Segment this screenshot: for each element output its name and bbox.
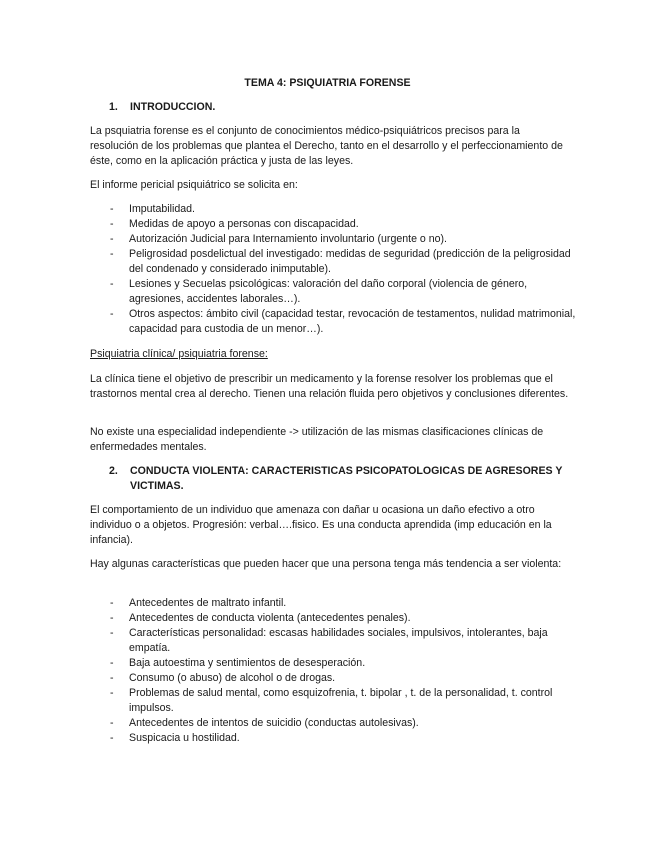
list-item: - Suspicacia u hostilidad.	[110, 732, 240, 744]
paragraph-caracteristicas-intro: Hay algunas características que pueden hacer que una persona tenga más tendencia a ser violenta:	[90, 558, 562, 570]
list-item: - Antecedentes de maltrato infantil.	[110, 597, 287, 609]
paragraph-clinica-forense: La clínica tiene el objetivo de prescribir un medicamento y la forense resolver los problemas que el trastornos mental crea al derecho. Tienen una relación fluida pero objetivos y conclusiones diferentes.	[90, 373, 569, 400]
list-item: - Peligrosidad posdelictual del investigado: medidas de seguridad (predicción de la peligrosidad del condenado y considerado inimputable).	[110, 248, 571, 275]
list-item: - Otros aspectos: ámbito civil (capacidad testar, revocación de testamentos, nulidad matrimonial, capacidad para custodia de un menor…).	[110, 308, 576, 335]
section-2-heading	[109, 464, 579, 494]
list-item: - Antecedentes de conducta violenta (antecedentes penales).	[110, 612, 411, 624]
paragraph-definition: La psquiatria forense es el conjunto de conocimientos médico-psiquiátricos precisos para la resolución de los problemas que plantea el Derecho, tanto en el desarrollo y el perfeccionamiento de éste, como en la aplicación práctica y justa de las leyes.	[90, 125, 563, 167]
caracteristicas-list	[90, 596, 580, 746]
list-item: - Autorización Judicial para Internamiento involuntario (urgente o no).	[110, 233, 447, 245]
list-item: - Características personalidad: escasas habilidades sociales, impulsivos, intolerantes, baja empatía.	[110, 627, 548, 654]
list-item: - Baja autoestima y sentimientos de desesperación.	[110, 657, 366, 669]
page-title: TEMA 4: PSIQUIATRIA FORENSE	[244, 77, 411, 89]
paragraph-conducta-definition: El comportamiento de un individuo que amenaza con dañar u ocasiona un daño efectivo a otro individuo o a objetos. Progresión: verbal….fisico. Es una conducta aprendida (imp educación en la infancia).	[90, 504, 552, 546]
paragraph-especialidad: No existe una especialidad independiente -> utilización de las mismas clasificaciones clínicas de enfermedades mentales.	[90, 426, 544, 453]
list-item: - Medidas de apoyo a personas con discapacidad.	[110, 218, 359, 230]
subsection-heading: Psiquiatria clínica/ psiquiatria forense:	[90, 348, 268, 360]
section-title: CONDUCTA VIOLENTA: CARACTERISTICAS PSICOPATOLOGICAS DE AGRESORES Y VICTIMAS.	[130, 465, 563, 492]
section-1-heading	[109, 100, 215, 115]
section-title: INTRODUCCION.	[130, 101, 216, 113]
informe-list	[90, 202, 580, 337]
section-number: 2.	[109, 465, 118, 477]
list-item: - Imputabilidad.	[110, 203, 195, 215]
list-item: - Antecedentes de intentos de suicidio (conductas autolesivas).	[110, 717, 419, 729]
paragraph-informe-intro: El informe pericial psiquiátrico se solicita en:	[90, 179, 298, 191]
list-item: - Problemas de salud mental, como esquizofrenia, t. bipolar , t. de la personalidad, t. control impulsos.	[110, 687, 553, 714]
list-item: - Consumo (o abuso) de alcohol o de drogas.	[110, 672, 336, 684]
section-number: 1.	[109, 101, 118, 113]
list-item: - Lesiones y Secuelas psicológicas: valoración del daño corporal (violencia de género, agresiones, accidentes laborales…).	[110, 278, 528, 305]
